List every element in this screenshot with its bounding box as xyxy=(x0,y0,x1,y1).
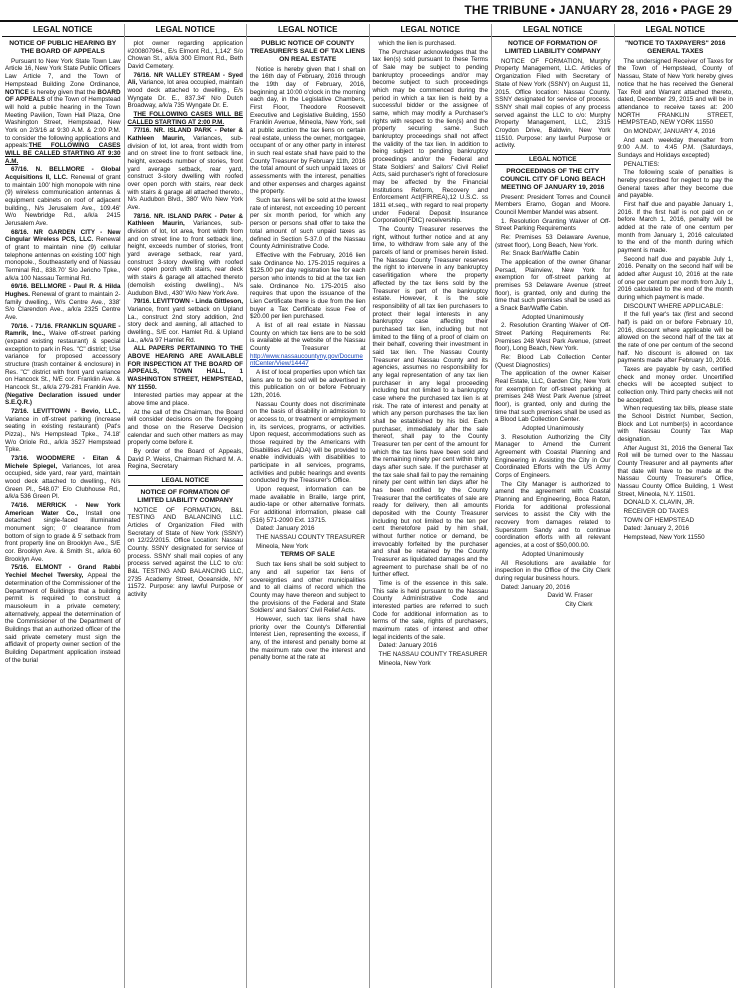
notice-paragraph xyxy=(495,259,611,313)
notice-paragraph xyxy=(373,642,489,650)
notice-paragraph xyxy=(495,425,611,433)
text-run: 76/16. NR VALLEY STREAM - Syed Ali, xyxy=(127,71,243,87)
text-run: Re: Snack Bar/Waffle Cabin xyxy=(501,250,580,258)
text-run: 70/16. - 71/16. FRANKLIN SQUARE - Ramrik, Inc., xyxy=(5,322,121,338)
notice-paragraph xyxy=(618,161,734,169)
text-run: First half due and payable January 1, 2016. If the first half is not paid on or before March 1, 2016, penalty will be added at the rate of one centum per month from January 1, 2016 calculated to the end of the month during which payment is made. xyxy=(617,200,733,254)
notice-paragraph xyxy=(250,616,366,662)
text-run: Appeal the determination of the Commissioner of the Department of Buildings that a building permit is required to construct a mausoleum in a private cemetery; alternatively, appeal the determination of the Commissioner of the Department of Buildings that an authorized officer of the said private cemetery must sign the affidavit of property owner section of the Building Department application instead of the burial xyxy=(5,572,121,664)
column-header: LEGAL NOTICE xyxy=(492,24,614,37)
notice-paragraph xyxy=(5,455,121,501)
text-run: Nassau County does not discriminate on the basis of disability in admission to or access to, or treatment or employment in, its services, programs, or activities. Upon request, accommodations such as those required by the Americans with Disabilities Act (ADA) will be provided to enable individuals with disabilities to participate in all services, programs, activities and public hearings and events conducted by the Treasurer's Office. xyxy=(250,400,366,485)
notice-title: PROCEEDINGS OF THE CITY COUNCIL CITY OF LONG BEACH MEETING OF JANUARY 19, 2016 xyxy=(500,167,606,191)
text-run: Adopted Unanimously xyxy=(521,550,584,558)
notice-paragraph xyxy=(495,250,611,258)
text-run: 73/16. WOODMERE - Eitan & Michele Spiegel, xyxy=(5,455,121,470)
text-run: 78/16. NR. ISLAND PARK - Peter & Kathleen Maurin, xyxy=(127,212,243,228)
text-run: 68/16. NR GARDEN CITY - New Cingular Wireless PCS, LLC. xyxy=(5,228,121,244)
notice-title: NOTICE OF FORMATION OF LIMITED LIABILITY COMPANY xyxy=(504,40,601,55)
text-run: City Clerk xyxy=(565,600,593,608)
notice-paragraph xyxy=(128,345,244,391)
treasurer-website-link[interactable]: http://www.nassaucountyny.gov/DocumentCenter/View/14447 xyxy=(250,352,363,368)
text-run: After August 31, 2016 the General Tax Roll will be turned over to the Nassau County Treasurer and all payments after that date will have to be made at the Nassau County Treasurer's Office, Nassau County Office Building, 1 West Street, Mineola, N.Y. 11501. xyxy=(617,444,733,498)
notice-paragraph xyxy=(495,481,611,550)
text-run: Dated: January 2016 xyxy=(378,642,437,650)
text-run: Renewal of grant to maintain nine (9) cellular telephone antennas on existing 100' high monopole., Southeasterly end of Nassau Terminal Rd., 838.70' S/o Jericho Tpke., a/k/a 100 Nassau Terminal Rd. xyxy=(5,236,121,282)
page-title: THE TRIBUNE • JANUARY 28, 2016 • PAGE 29 xyxy=(464,3,732,17)
column-header: LEGAL NOTICE xyxy=(125,24,247,37)
notice-paragraph xyxy=(250,525,366,533)
notice-paragraph xyxy=(618,137,734,160)
text-run: Dated: January 20, 2016 xyxy=(501,583,570,591)
notice-paragraph xyxy=(128,507,244,599)
notice-paragraph xyxy=(618,201,734,255)
column-4 xyxy=(370,24,493,988)
text-run: The application of the owner Kaiser Real Estate, LLC, Garden City, New York for exemption for off-street parking at premises 248 West Park Avenue (street floor), is granted, only and during the time that such premises shall be used as a Blood Lab Collection Center. xyxy=(495,370,611,424)
text-run: 3. Resolution Authorizing the City Manager to Amend the Current Agreement with Coastal Planning and Engineering in Assisting the City in Our Coordinated Efforts with the US Army Corps of Engineers. xyxy=(495,433,611,480)
column-1 xyxy=(2,24,125,988)
notice-paragraph xyxy=(495,194,611,217)
text-run: The application of the owner Ghanar Persad, Plainview, New York for exemption for off-street parking at premises 53 Delaware Avenue (street floor), is granted, only and during the time that such premises shall be used as a Snack Bar/Waffle Cabin. xyxy=(495,258,611,312)
notice-paragraph xyxy=(128,40,244,71)
text-run: A list of local properties upon which tax liens are to be sold will be advertised in this publication on or before February 12th, 2016. xyxy=(250,368,366,399)
column-header: LEGAL NOTICE xyxy=(615,24,737,37)
notice-paragraph xyxy=(5,166,121,227)
notice-paragraph xyxy=(618,517,734,525)
notice-paragraph xyxy=(618,534,734,542)
notice-paragraph xyxy=(618,508,734,516)
text-run: BOARD OF APPEALS xyxy=(5,88,121,104)
notice-paragraph xyxy=(128,392,244,407)
notice-paragraph xyxy=(495,601,611,609)
text-run: All Resolutions are available for inspection in the Office of the City Clerk during regular business hours. xyxy=(495,559,611,582)
text-run: The County Treasurer reserves the right, without further notice and at any time, to withdraw from sale any of the parcels of land or premises herein listed. The Nassau County Treasurer reserves the right to intervene in any bankruptcy case/litigation where the property affected by the tax liens sold by the Treasurer is part of the bankruptcy estate. However, it is the sole responsibility of all tax lien purchasers to protect their legal interests in any bankruptcy case affecting their purchased tax lien, including but not limited to the filing of a proof of claim on their behalf, covering their investment in said tax lien. The Nassau County Treasurer and Nassau County and its agencies, assumes no responsibility for any legal representation of any tax lien purchaser in any legal proceeding including but not limited to a bankruptcy case where the purchased tax lien is at risk. The rate of interest and penalty at which any person purchases the tax lien shall be established by his bid. Each purchaser, immediately after the sale thereof, shall pay to the County Treasurer ten per cent of the amount for which the tax liens have been sold and the remaining ninety per cent within thirty days after such sale. If the purchaser at the tax sale shall fail to pay the remaining ninety per cent within ten days after he has been notified by the County Treasurer that the certificates of sale are ready for delivery, then all amounts deposited with the County Treasurer including but not limited to the ten per cent theretofore paid by him shall, without further notice or demand, be irrevocably forfeited by the purchaser and shall be retained by the County Treasurer as liquidated damages and the agreement to purchase shall be of no further effect. xyxy=(372,226,489,579)
text-run: Adopted Unanimously xyxy=(521,313,584,321)
text-run: (Negative Declaration issued under S.E.Q.R.) xyxy=(5,391,121,407)
text-run: On MONDAY, JANUARY 4, 2016 xyxy=(623,127,716,135)
text-run: David W. Fraser xyxy=(547,592,593,600)
notice-paragraph xyxy=(618,311,734,365)
notice-paragraph xyxy=(250,197,366,251)
text-run: Notice is hereby given that I shall on the 16th day of February, 2016 through the 19th day of February, 2016, beginning at 10:00 o'clock in the morning each day, in the Legislative Chambers, First Floor, Theodore Roosevelt Executive and Legislative Building, 1550 Franklin Avenue, Mineola, New York, sell at public auction the tax liens on certain real estate, unless the owner, mortgagee, occupant of or any other party in interest in such real estate shall have paid to the County Treasurer by February 11th, 2016 the total amount of such unpaid taxes or assessments with the interest, penalties and other expenses and charges against the property. xyxy=(250,65,366,196)
notice-paragraph xyxy=(128,448,244,471)
text-run: Such tax liens shall be sold subject to any and all superior tax liens of sovereignties and other municipalities and to all claims of record which the County may have thereon and subject to the provisions of the Federal and State Soldiers' and Sailors' Civil Relief Acts. xyxy=(250,561,366,615)
notice-paragraph xyxy=(250,322,366,368)
notice-paragraph xyxy=(495,314,611,322)
column-5 xyxy=(492,24,615,988)
text-run: Effective with the February, 2016 lien sale Ordinance No. 175-2015 requires a $125.00 per day registration fee for each person who intends to bid at the tax lien sale. Ordinance No. 175-2015 also requires that upon the issuance of the Lien Certificate there is due from the lien buyer a Tax Certificate issue Fee of $20.00 per lien purchased. xyxy=(250,251,366,321)
text-run: which the lien is purchased. xyxy=(378,40,456,47)
notice-paragraph xyxy=(618,405,734,443)
text-run: 77/16. NR. ISLAND PARK - Peter & Kathleen Maurin, xyxy=(127,127,243,143)
notice-paragraph xyxy=(618,366,734,404)
text-run: Dated: January 2016 xyxy=(256,525,315,533)
notice-paragraph xyxy=(5,564,121,664)
text-run: When requesting tax bills, please state the School District Number, Section, Block and Lot number(s) in accordance with Nassau County Tax Map designation. xyxy=(617,405,733,444)
column-3 xyxy=(247,24,370,988)
notice-paragraph xyxy=(250,66,366,196)
notice-paragraph xyxy=(250,369,366,400)
text-run: THE NASSAU COUNTY TREASURER xyxy=(256,534,365,542)
text-run: DISCOUNT WHERE APPLICABLE: xyxy=(623,302,724,310)
text-run: At the call of the Chairman, the Board will consider decisions on the foregoing and those on the Reserve Decision calendar and such other matters as may properly come before it. xyxy=(127,408,243,447)
text-run: NOTICE OF FORMATION, B&L TESTING AND BALANCING LLC. Articles of Organization Filed with Secretary of State of New York (SSNY) on 12/22/2015. Office Location: Nassau County. SSNY designated for service of process. SSNY shall mail copies of any process served against the LLC to c/o: B&L TESTING AND BALANCING LLC, 2735 Academy Street, Oceanside, NY 11572. Purpose: any lawful Purpose or activity xyxy=(127,506,243,599)
notice-paragraph xyxy=(128,298,244,344)
text-run: Adopted Unanimously xyxy=(521,425,584,433)
column-header: LEGAL NOTICE xyxy=(247,24,369,37)
notice-title: NOTICE OF PUBLIC HEARING BY THE BOARD OF APPEALS xyxy=(9,40,117,55)
notice-paragraph xyxy=(495,551,611,559)
text-run: And each weekday thereafter from 9:00 A.M. to 4:45 P.M. (Saturdays, Sundays and Holidays excepted) xyxy=(617,136,733,159)
text-run: Hempstead, New York 11550 xyxy=(623,534,705,542)
notice-paragraph xyxy=(495,218,611,233)
notice-paragraph xyxy=(373,49,489,225)
notice-title: NOTICE OF FORMATION OF LIMITED LIABILITY COMPANY xyxy=(137,488,234,504)
notice-paragraph xyxy=(618,525,734,533)
text-run: Waive off-street parking (expand existing restaurant) & special exception to park in Res. "C" district; Use variance for proposed accessory structure (trash container & enclosure) in Res. "C" district with front yard variance on Hancock St., N/E cor. Franklin Ave. & Hancock St., a/k/a 279-281 Franklin Ave. xyxy=(5,330,121,392)
notice-paragraph xyxy=(618,303,734,311)
text-run: ALL PAPERS PERTAINING TO THE ABOVE HEARING ARE AVAILABLE FOR INSPECTION AT THE BOARD OF APPEALS, TOWN HALL, 1 WASHINGTON STREET, HEMPSTEAD, NY 11550. xyxy=(127,345,243,391)
text-run: 74/16. MERRICK - New York American Water Co., xyxy=(5,502,121,517)
text-run: THE NASSAU COUNTY TREASURER xyxy=(378,651,488,659)
text-run: Dated: January 2, 2016 xyxy=(623,525,689,533)
notice-paragraph xyxy=(495,592,611,600)
text-run: Mineola, New York xyxy=(378,659,431,667)
notice-title: "NOTICE TO TAXPAYERS" 2016 GENERAL TAXES xyxy=(625,40,726,55)
notice-paragraph xyxy=(495,560,611,583)
text-run: Renewal of grant to maintain 2-family dwelling., W/s Centre Ave., 338' S/o Clarendon Ave., a/k/a 2325 Centre Ave. xyxy=(5,290,121,321)
legal-notice-heading: LEGAL NOTICE xyxy=(495,154,611,165)
text-run: Variance, lot area occupied, maintain wood deck attached to dwelling., E/s Wyngate Dr. E., 837.34' N/o Dutch Broadway, a/k/a 735 Wyngate Dr. E. xyxy=(127,79,243,110)
text-run: NOTICE OF FORMATION, Murphy Property Management, LLC. Articles of Organization Filed with Secretary of State of New York (SSNY) on August 11, 2015. Office location: Nassau County. SSNY designated for service of process. SSNY shall mail copies of any process served against the LLC to c/o: Murphy Property Management, LLC, 2315 Croydon Drive, Baldwin, New York 11510. Purpose: any lawful Purpose or activity. xyxy=(495,57,611,150)
notice-paragraph xyxy=(373,660,489,668)
notice-paragraph xyxy=(128,213,244,297)
notice-paragraph xyxy=(618,445,734,499)
text-run: 67/16. N. BELLMORE - Global Acquisitions II, LLC. xyxy=(5,166,121,181)
notice-paragraph xyxy=(128,72,244,110)
text-run: Second half due and payable July 1, 2016. Penalty on the second half will be added after August 10, 2016 at the rate of one per centum per month from July 1, 2016 calculated to the end of the month during which payment is made. xyxy=(617,255,733,301)
text-run: A list of all real estate in Nassau County on which tax liens are to be sold is available at the website of the Nassau County Treasurer at xyxy=(250,321,366,352)
notice-paragraph xyxy=(5,229,121,283)
notice-paragraph xyxy=(5,283,121,321)
text-run: The Purchaser acknowledges that the tax lien(s) sold pursuant to these Terms of Sale may be subject to pending bankruptcy proceedings and/or may become subject to such proceedings which may be commenced during the period in which a tax lien is held by a successful bidder or the assignee of same, which may modify a Purchaser's rights with respect to the lien(s) and the property securing same. Such bankruptcy proceedings shall not affect the validity of the tax lien. In addition to being subject to pending bankruptcy proceedings and/or the Federal and State Soldiers' and Sailors' Civil Relief Acts, said purchaser's right of foreclosure may be affected by the Financial Institutions Reform, Recovery and Enforcement Act(FIRREA),12 U.S.C. ss 1811 et.seq., with regard to real property under Federal Deposit Insurance Corporation(FDIC) receivership. xyxy=(372,48,488,225)
text-run: Pursuant to New York State Town Law Article 16, New York State Public Officers Law Article 7, and the Town of Hempstead Building Zone Ordinance, xyxy=(5,57,121,88)
notice-paragraph xyxy=(618,256,734,302)
notice-paragraph xyxy=(128,409,244,447)
notice-paragraph xyxy=(495,584,611,592)
text-run: Such tax liens will be sold at the lowest rate of interest, not exceeding 10 percent per six month period, for which any person or persons shall offer to take the total amount of such unpaid taxes as defined in Section 5-37.0 of the Nassau County Administrative Code. xyxy=(250,197,366,251)
legal-notice-columns xyxy=(2,24,736,988)
text-run: THE FOLLOWING CASES WILL BE CALLED STARTING AT 2:00 P.M. xyxy=(127,111,243,126)
notice-title: PUBLIC NOTICE OF COUNTY TREASURER'S SALE OF TAX LIENS ON REAL ESTATE xyxy=(250,40,366,63)
notice-paragraph xyxy=(250,401,366,485)
masthead xyxy=(0,0,738,22)
notice-paragraph xyxy=(250,561,366,615)
text-run: Re: Blood Lab Collection Center (Quest Diagnostics) xyxy=(495,354,611,369)
text-run: of the Town of Hempstead will hold a public hearing in the Town Meeting Pavilion, Town Hall Plaza, One Washington Street, Hempstead, New York on 2/3/16 at 9:30 A.M. & 2:00 P.M. to consider the following applications and appeals: xyxy=(5,96,121,150)
text-run: RECEIVER OD TAXES xyxy=(623,508,689,516)
notice-title: TERMS OF SALE xyxy=(280,551,335,559)
text-run: is hereby given that the xyxy=(28,88,98,96)
notice-paragraph xyxy=(128,111,244,126)
text-run: Renewal of grant to maintain 100' high monopole with nine (9) wireless communication antennas & equipment cabinets on roof of adjacent building., N/s Jerusalem Ave., 109.46' W/o Newbridge Rd., a/k/a 2415 Jerusalem Ave. xyxy=(5,173,121,227)
text-run: By order of the Board of Appeals, David P. Weiss, Chairman Richard M. A. Regina, Secretary xyxy=(127,447,243,471)
column-header: LEGAL NOTICE xyxy=(2,24,124,37)
column-2 xyxy=(125,24,248,988)
text-run: 79/16. LEVITTOWN - Linda Gittleson, xyxy=(133,298,243,306)
text-run: Install one detached single-faced illuminated monument sign; 0' clearance from bottom of sign to grade & 5' setback from front property line on Brooklyn Ave., S/E cor. Brooklyn Ave. & Smith St., a/k/a 60 Brooklyn Ave. xyxy=(5,509,121,563)
text-run: TOWN OF HEMPSTEAD xyxy=(623,516,695,524)
text-run: The undersigned Receiver of Taxes for the Town of Hempstead, County of Nassau, State of New York hereby gives notice that he has received the General Tax Roll and Warrant attached thereto, dated, December 29, 2015 and will be in attendance to receive taxes at: 200 NORTH FRANKLIN STREET, HEMPSTEAD, NEW YORK 11550 xyxy=(617,57,733,127)
text-run: Present: President Torres and Council Members Eramo, Gogan and Moore. Council Member Mandel was absent. xyxy=(495,193,611,216)
text-run: The City Manager is authorized to amend the agreement with Coastal Planning and Engineering, Boca Raton, Florida for additional professional services to assist the City with the recovery from damages related to Superstorm Sandy and to continue coordination efforts with all relevant agencies, at a cost of $50,000.00. xyxy=(495,480,611,550)
column-6 xyxy=(615,24,737,988)
text-run: DONALD X. CLAVIN, JR. xyxy=(623,499,695,507)
notice-paragraph xyxy=(5,408,121,454)
notice-paragraph xyxy=(618,58,734,127)
notice-paragraph xyxy=(495,322,611,353)
notice-paragraph xyxy=(495,354,611,369)
notice-paragraph xyxy=(373,40,489,48)
text-run: 72/16. LEVITTOWN - Bevio, LLC., xyxy=(11,408,121,416)
text-run: Variances, sub-division of lot, lot area, front width from and on street line to front setback line, height, exceeds number of stories, front yard average setback, rear yard, construct 3-story dwelling with roofed over open porch with stairs, rear deck with stairs & garage all attached thereto (demolish existing dwelling)., N/s Audubon Blvd., 430' W/o New York Ave. xyxy=(127,220,243,297)
notice-paragraph xyxy=(5,323,121,407)
text-run: Variance, front yard setback on Upland La., construct 2nd story addition, 2nd story deck and awning, all attached to dwelling., S/E cor. Hamlet Rd. & Upland La., a/k/a 97 Hamlet Rd. xyxy=(127,305,243,344)
notice-paragraph xyxy=(495,234,611,249)
legal-notice-heading: LEGAL NOTICE xyxy=(128,475,244,486)
notice-paragraph xyxy=(373,651,489,659)
text-run: Variance in off-street parking (increase seating in existing restaurant) (Pat's Pizza)., N/s Hempstead Tpke., 74.18' W/o Oriole Rd., a/k/a 3527 Hempstead Tpke. xyxy=(5,415,121,454)
column-header: LEGAL NOTICE xyxy=(370,24,492,37)
text-run: THE FOLLOWING CASES WILL BE CALLED STARTING AT 9:30 A.M. xyxy=(5,142,121,165)
text-run: Interested parties may appear at the above time and place. xyxy=(127,392,243,407)
notice-paragraph xyxy=(250,252,366,321)
text-run: However, such tax liens shall have priority over the County's Differential Interest Lien, representing the excess, if any, of the interest and penalty borne at the maximum rate over the interest and penalty borne at the rate at xyxy=(250,615,366,662)
notice-paragraph xyxy=(495,370,611,424)
text-run: Taxes are payable by cash, certified check and money order. Uncertified checks will be accepted subject to collection only. Third party checks will not be accepted. xyxy=(617,366,733,404)
notice-paragraph xyxy=(5,58,121,165)
text-run: Re: Premises 53 Delaware Avenue, (street floor), Long Beach, New York. xyxy=(495,233,611,249)
notice-paragraph xyxy=(618,499,734,507)
text-run: 69/16. BELLMORE - Paul R. & Hilda Hughes. xyxy=(5,283,121,298)
text-run: Upon request, information can be made available in Braille, large print, audio-tape or other alternative formats. For additional information, please call (516) 571-2090 Ext. 13715. xyxy=(250,486,366,524)
text-run: If the full year's tax (first and second half) is paid on or before February 10, 2016, discount where applicable will be allowed on the second half of the tax at the rate of one per centum of the second half. No discount is allowed on tax payments made after February 10, 2016. xyxy=(617,311,733,365)
notice-paragraph xyxy=(128,127,244,211)
text-run: PENALTIES: xyxy=(623,160,660,168)
text-run: 1. Resolution Granting Waiver of Off-Street Parking Requirements xyxy=(495,217,611,233)
notice-paragraph xyxy=(5,502,121,563)
notice-paragraph xyxy=(373,580,489,641)
text-run: Variances, lot area occupied, side yard, rear yard, maintain wood deck attached to dwelling., N/s Green Pl., 548.07' E/o Clubhouse Rd., a/k/a 536 Green Pl. xyxy=(5,462,121,501)
text-run: 2. Resolution Granting Waiver of Off-Street Parking Requirements Re: Premises 248 West Park Avenue, (street floor), Long Beach, New York. xyxy=(495,322,611,353)
text-run: 75/16. ELMONT - Grand Rabbi Yechiel Mechel Twersky, xyxy=(5,564,121,580)
notice-paragraph xyxy=(373,226,489,579)
text-run: Mineola, New York xyxy=(256,542,309,550)
notice-paragraph xyxy=(495,58,611,150)
text-run: Variances, sub-division of lot, lot area, front width from and on street line to front setback line, height, exceeds number of stories, front yard average setback, rear yard, construct 3-story dwelling with roofed over open porch with stairs, rear deck with stairs & garage all attached thereto., N/s Audubon Blvd., 380' W/o New York Ave. xyxy=(127,135,243,212)
notice-paragraph xyxy=(250,543,366,551)
notice-paragraph xyxy=(495,434,611,480)
notice-paragraph xyxy=(250,534,366,542)
text-run: Time is of the essence in this sale. This sale is held pursuant to the Nassau County Administrative Code and interested parties are referred to such Code for additional information as to terms of the sale, rights of purchasers, maximum rates of interest and other legal incidents of the sale. xyxy=(372,580,488,641)
text-run: NOTICE xyxy=(5,88,29,96)
text-run: The following scale of penalties is hereby prescribed for neglect to pay the General taxes after they become due and payable. xyxy=(617,169,733,200)
notice-paragraph xyxy=(618,169,734,200)
text-run: plot owner regarding application #200807964., E/s Elmont Rd., 1,142' S/o Chowan St., a/k/a 300 Elmont Rd., Beth David Cemetery. xyxy=(127,40,243,71)
notice-paragraph xyxy=(618,128,734,136)
notice-paragraph xyxy=(250,486,366,524)
